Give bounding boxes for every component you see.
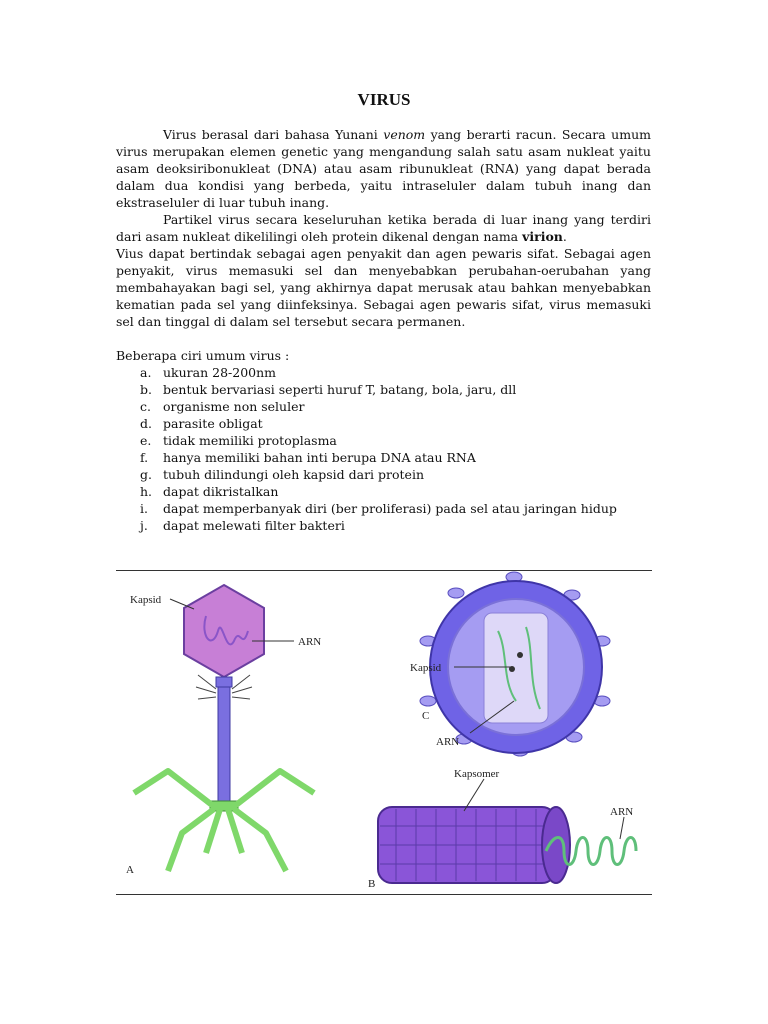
- paragraph-1-italic: venom: [383, 127, 426, 142]
- label-kapsomer: Kapsomer: [454, 768, 500, 780]
- list-text: dapat dikristalkan: [163, 484, 279, 499]
- phage-collar: [216, 677, 232, 687]
- characteristics-list: [116, 364, 651, 534]
- list-text: parasite obligat: [163, 416, 263, 431]
- list-marker: i.: [140, 501, 148, 516]
- list-text: bentuk bervariasi seperti huruf T, batang, bola, jaru, dll: [163, 382, 517, 397]
- list-marker: j.: [140, 518, 148, 533]
- list-marker: f.: [140, 450, 149, 465]
- list-marker: e.: [140, 433, 152, 448]
- paragraph-2-text-a: Partikel virus secara keseluruhan ketika berada di luar inang yang terdiri dari asam nukleat dikelilingi oleh protein dikenal dengan nama: [116, 212, 651, 244]
- list-text: ukuran 28-200nm: [163, 365, 277, 380]
- virus-figure: [116, 570, 652, 895]
- list-item: [116, 381, 651, 398]
- document-body: [116, 126, 651, 534]
- list-item: [116, 466, 651, 483]
- label-arn-a: ARN: [298, 636, 322, 648]
- list-item: [116, 432, 651, 449]
- label-arn-c: ARN: [436, 736, 460, 748]
- list-text: dapat memperbanyak diri (ber proliferasi) pada sel atau jaringan hidup: [163, 501, 617, 516]
- list-item: [116, 500, 651, 517]
- paragraph-1: [116, 126, 651, 211]
- list-item: [116, 398, 651, 415]
- label-kapsid-c: Kapsid: [410, 662, 442, 674]
- label-a: A: [126, 864, 134, 876]
- list-marker: g.: [140, 467, 152, 482]
- paragraph-2-bold: virion: [522, 229, 563, 244]
- list-item: [116, 364, 651, 381]
- bacteriophage-diagram: [126, 585, 321, 876]
- list-marker: d.: [140, 416, 152, 431]
- list-marker: c.: [140, 399, 151, 414]
- list-text: dapat melewati filter bakteri: [163, 518, 345, 533]
- page-title: VIRUS: [357, 90, 411, 109]
- list-text: tubuh dilindungi oleh kapsid dari protein: [163, 467, 425, 482]
- paragraph-1-text-b: yang berarti racun. Secara umum virus merupakan elemen genetic yang mengandung salah satu asam nukleat yaitu asam deoksiribonukleat (DNA) atau asam ribunukleat (RNA) yang dapat berada dalam dua kondisi yang berbeda, yaitu intraseluler dalam tubuh inang dan ekstraseluler di luar tubuh inang.: [116, 127, 651, 210]
- list-text: hanya memiliki bahan inti berupa DNA atau RNA: [163, 450, 476, 465]
- list-item: [116, 415, 651, 432]
- list-title: Beberapa ciri umum virus :: [116, 348, 290, 363]
- phage-head: [184, 585, 264, 677]
- paragraph-1-text-a: Virus berasal dari bahasa Yunani: [163, 127, 384, 142]
- list-marker: b.: [140, 382, 152, 397]
- virus-illustration: [116, 571, 652, 894]
- list-text: tidak memiliki protoplasma: [163, 433, 337, 448]
- spherical-virus-diagram: [410, 572, 610, 756]
- label-arn-b: ARN: [610, 806, 634, 818]
- list-item: [116, 517, 651, 534]
- list-marker: a.: [140, 365, 152, 380]
- paragraph-2-text-b: .: [562, 229, 567, 244]
- rod-virus-diagram: [368, 768, 636, 890]
- phage-tail: [218, 687, 230, 805]
- label-c: C: [422, 710, 430, 722]
- list-marker: h.: [140, 484, 153, 499]
- list-item: [116, 483, 651, 500]
- paragraph-2: [116, 211, 651, 245]
- label-b: B: [368, 878, 376, 890]
- list-text: organisme non seluler: [163, 399, 305, 414]
- list-item: [116, 449, 651, 466]
- paragraph-3: Vius dapat bertindak sebagai agen penyakit dan agen pewaris sifat. Sebagai agen penyakit, virus memasuki sel dan menyebabkan perubahan-oerubahan yang membahayakan bagi sel, yang akhirnya dapat merusak atau bahkan menyebabkan kematian pada sel yang diinfeksinya. Sebagai agen pewaris sifat, virus memasuki sel dan tinggal di dalam sel tersebut secara permanen.: [116, 246, 651, 329]
- label-kapsid-a: Kapsid: [130, 594, 162, 606]
